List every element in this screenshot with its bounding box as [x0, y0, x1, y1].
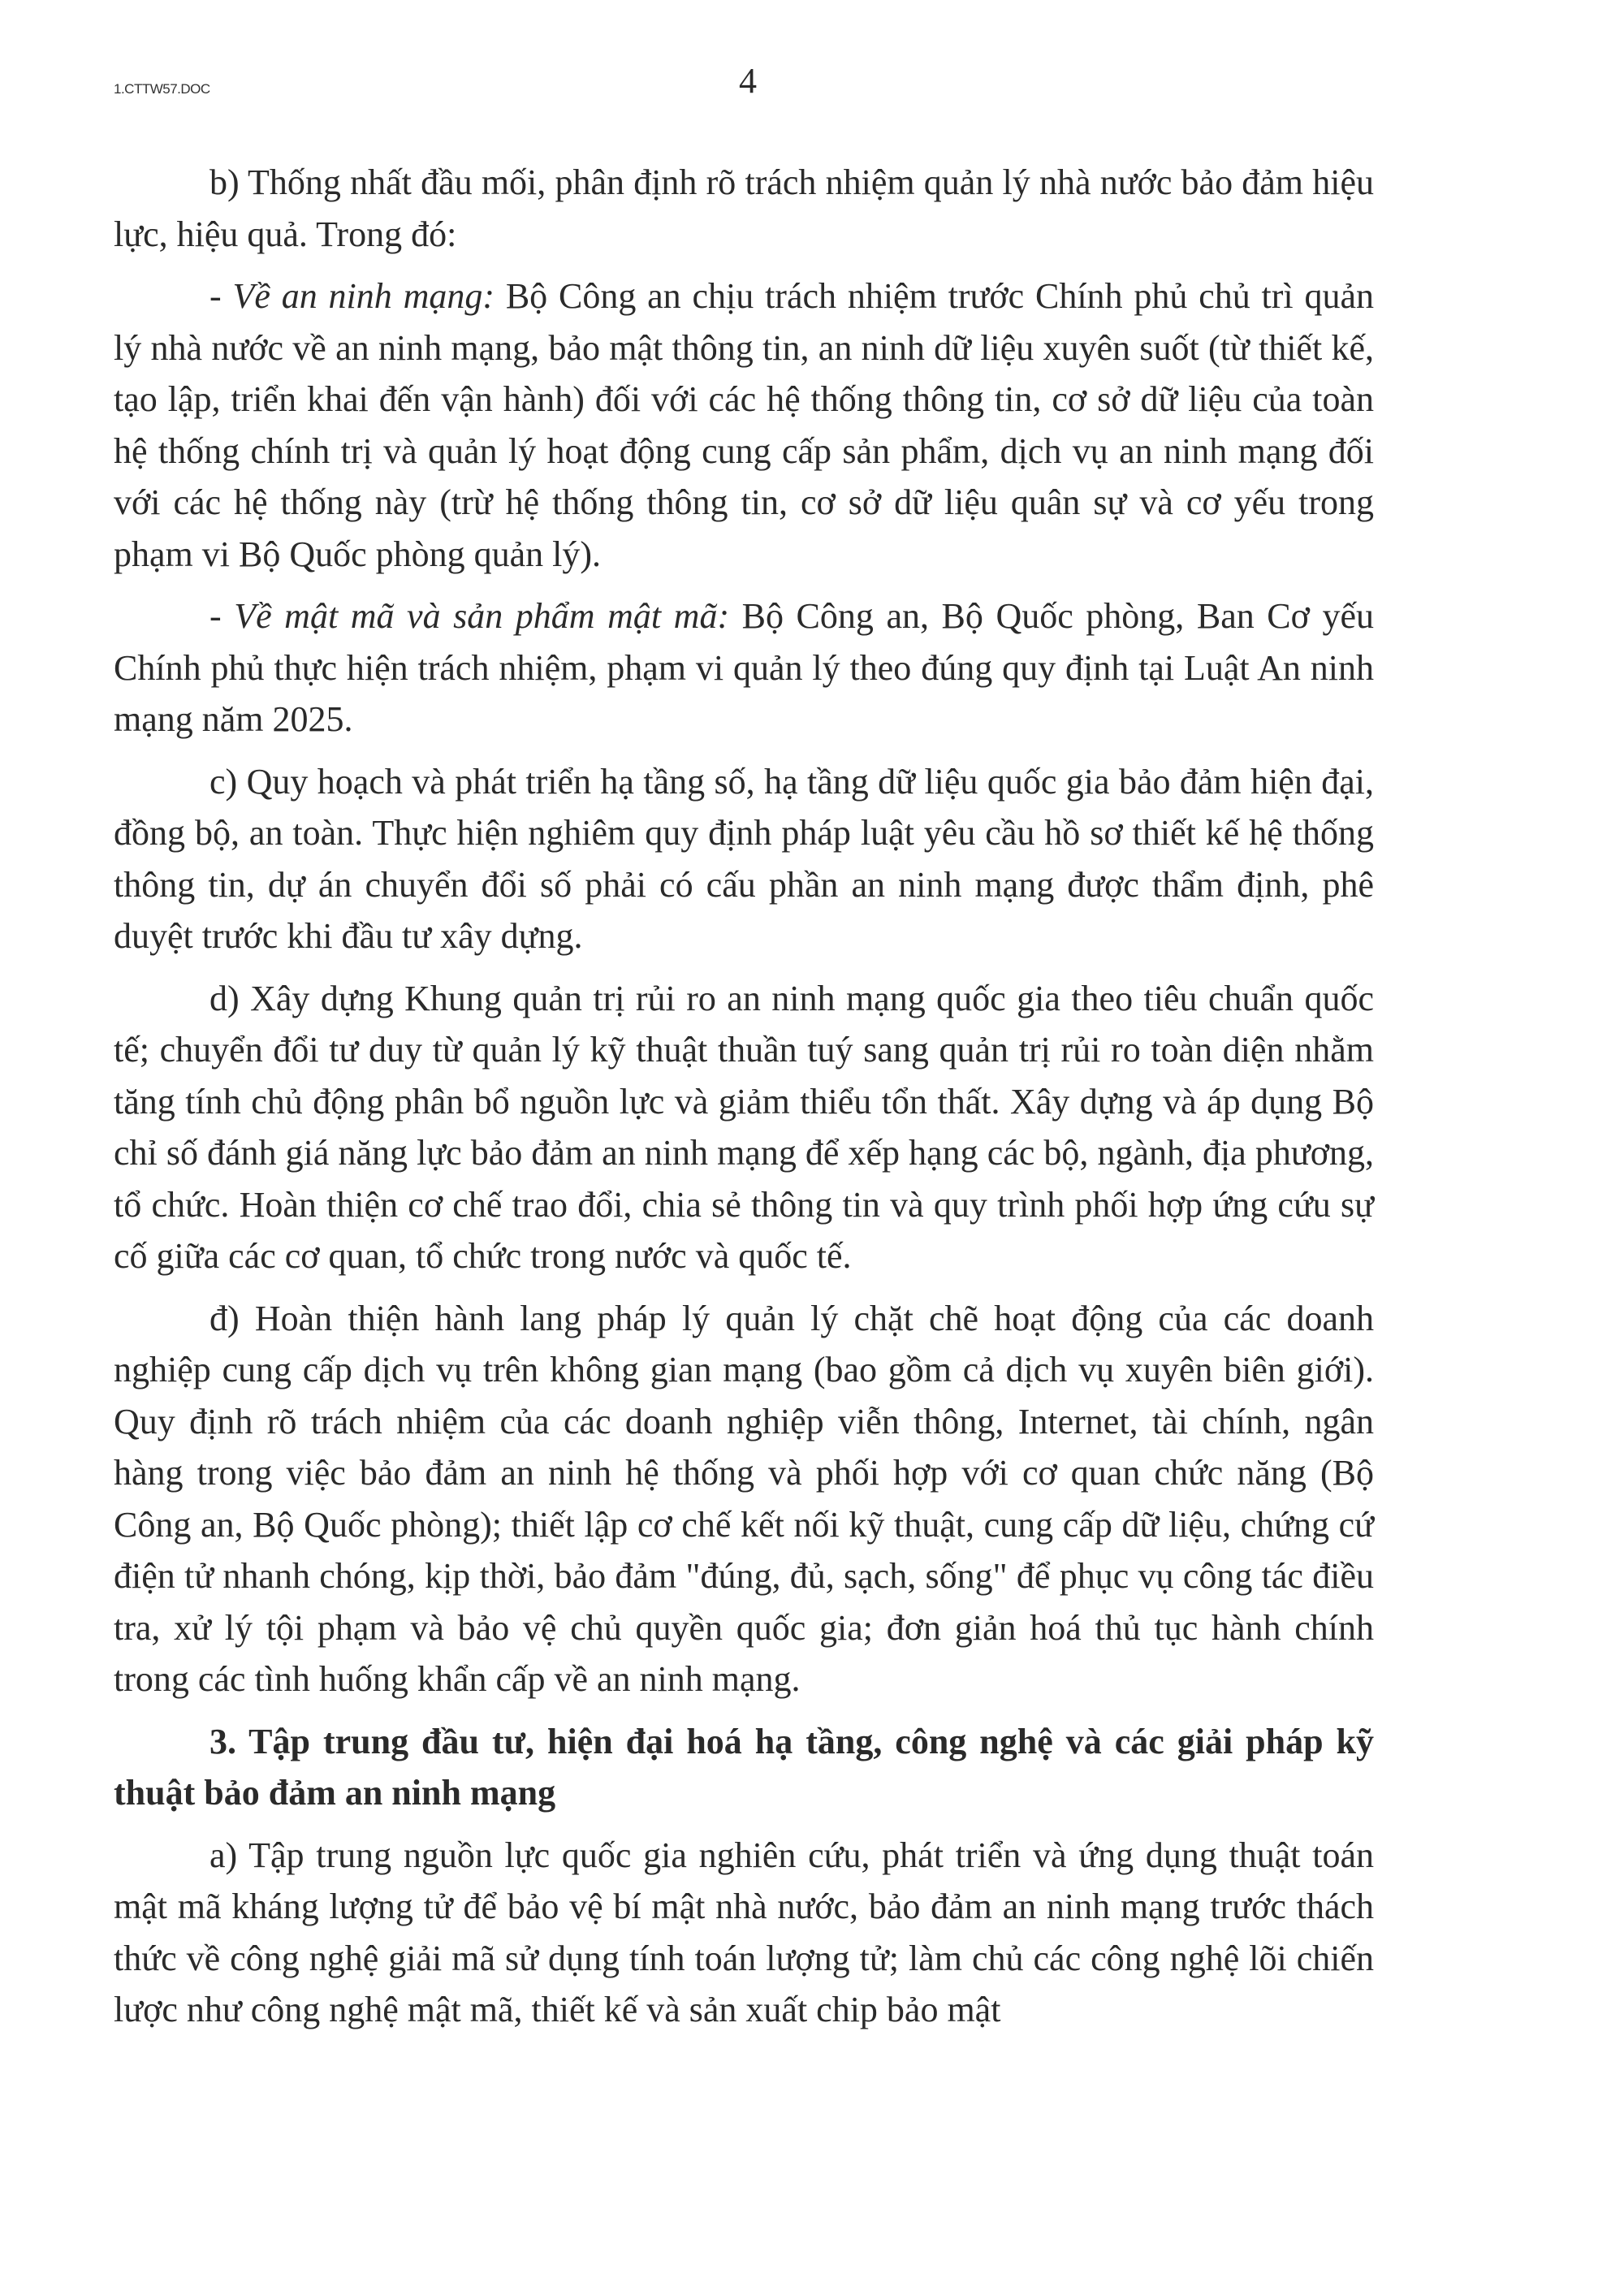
- paragraph-3a: a) Tập trung nguồn lực quốc gia nghiên cứu, phát triển và ứng dụng thuật toán mật mã kháng lượng tử để bảo vệ bí mật nhà nước, bảo đảm an ninh mạng trước thách thức về công nghệ giải mã sử dụng tính toán lượng tử; làm chủ các công nghệ lõi chiến lược như công nghệ mật mã, thiết kế và sản xuất chip bảo mật: [114, 1835, 1374, 2029]
- paragraph-c: c) Quy hoạch và phát triển hạ tầng số, hạ tầng dữ liệu quốc gia bảo đảm hiện đại, đồng bộ, an toàn. Thực hiện nghiêm quy định pháp luật yêu cầu hồ sơ thiết kế hệ thống thông tin, dự án chuyển đổi số phải có cấu phần an ninh mạng được thẩm định, phê duyệt trước khi đầu tư xây dựng.: [114, 761, 1374, 956]
- paragraph-text: Bộ Công an chịu trách nhiệm trước Chính phủ chủ trì quản lý nhà nước về an ninh mạng, bảo mật thông tin, an ninh dữ liệu xuyên suốt (từ thiết kế, tạo lập, triển khai đến vận hành) đối với các hệ thống thông tin, cơ sở dữ liệu của toàn hệ thống chính trị và quản lý hoạt động cung cấp sản phẩm, dịch vụ an ninh mạng đối với các hệ thống này (trừ hệ thống thông tin, cơ sở dữ liệu quân sự và cơ yếu trong phạm vi Bộ Quốc phòng quản lý).: [114, 276, 1374, 574]
- page-number: 4: [739, 61, 757, 101]
- paragraph-b: b) Thống nhất đầu mối, phân định rõ trách nhiệm quản lý nhà nước bảo đảm hiệu lực, hiệu quả. Trong đó:: [114, 162, 1374, 254]
- paragraph-b-cryptography: [114, 590, 1374, 746]
- document-body: [114, 157, 1374, 2046]
- paragraph-text: Bộ Công an, Bộ Quốc phòng, Ban Cơ yếu Chính phủ thực hiện trách nhiệm, phạm vi quản lý theo đúng quy định tại Luật An ninh mạng năm 2025.: [114, 596, 1374, 739]
- section-heading-3: 3. Tập trung đầu tư, hiện đại hoá hạ tầng, công nghệ và các giải pháp kỹ thuật bảo đảm an ninh mạng: [114, 1721, 1374, 1813]
- paragraph-lead-italic: - Về mật mã và sản phẩm mật mã:: [209, 596, 730, 636]
- paragraph-lead-italic: - Về an ninh mạng:: [209, 276, 495, 316]
- paragraph-b-cyber-security: [114, 270, 1374, 580]
- paragraph-d: d) Xây dựng Khung quản trị rủi ro an ninh mạng quốc gia theo tiêu chuẩn quốc tế; chuyển đổi tư duy từ quản lý kỹ thuật thuần tuý sang quản trị rủi ro toàn diện nhằm tăng tính chủ động phân bổ nguồn lực và giảm thiểu tổn thất. Xây dựng và áp dụng Bộ chỉ số đánh giá năng lực bảo đảm an ninh mạng để xếp hạng các bộ, ngành, địa phương, tổ chức. Hoàn thiện cơ chế trao đổi, chia sẻ thông tin và quy trình phối hợp ứng cứu sự cố giữa các cơ quan, tổ chức trong nước và quốc tế.: [114, 978, 1374, 1276]
- document-file-name: 1.CTTW57.DOC: [114, 81, 210, 97]
- paragraph-dd: đ) Hoàn thiện hành lang pháp lý quản lý chặt chẽ hoạt động của các doanh nghiệp cung cấp dịch vụ trên không gian mạng (bao gồm cả dịch vụ xuyên biên giới). Quy định rõ trách nhiệm của các doanh nghiệp viễn thông, Internet, tài chính, ngân hàng trong việc bảo đảm an ninh hệ thống và phối hợp với cơ quan chức năng (Bộ Công an, Bộ Quốc phòng); thiết lập cơ chế kết nối kỹ thuật, cung cấp dữ liệu, chứng cứ điện tử nhanh chóng, kịp thời, bảo đảm "đúng, đủ, sạch, sống" để phục vụ công tác điều tra, xử lý tội phạm và bảo vệ chủ quyền quốc gia; đơn giản hoá thủ tục hành chính trong các tình huống khẩn cấp về an ninh mạng.: [114, 1298, 1374, 1699]
